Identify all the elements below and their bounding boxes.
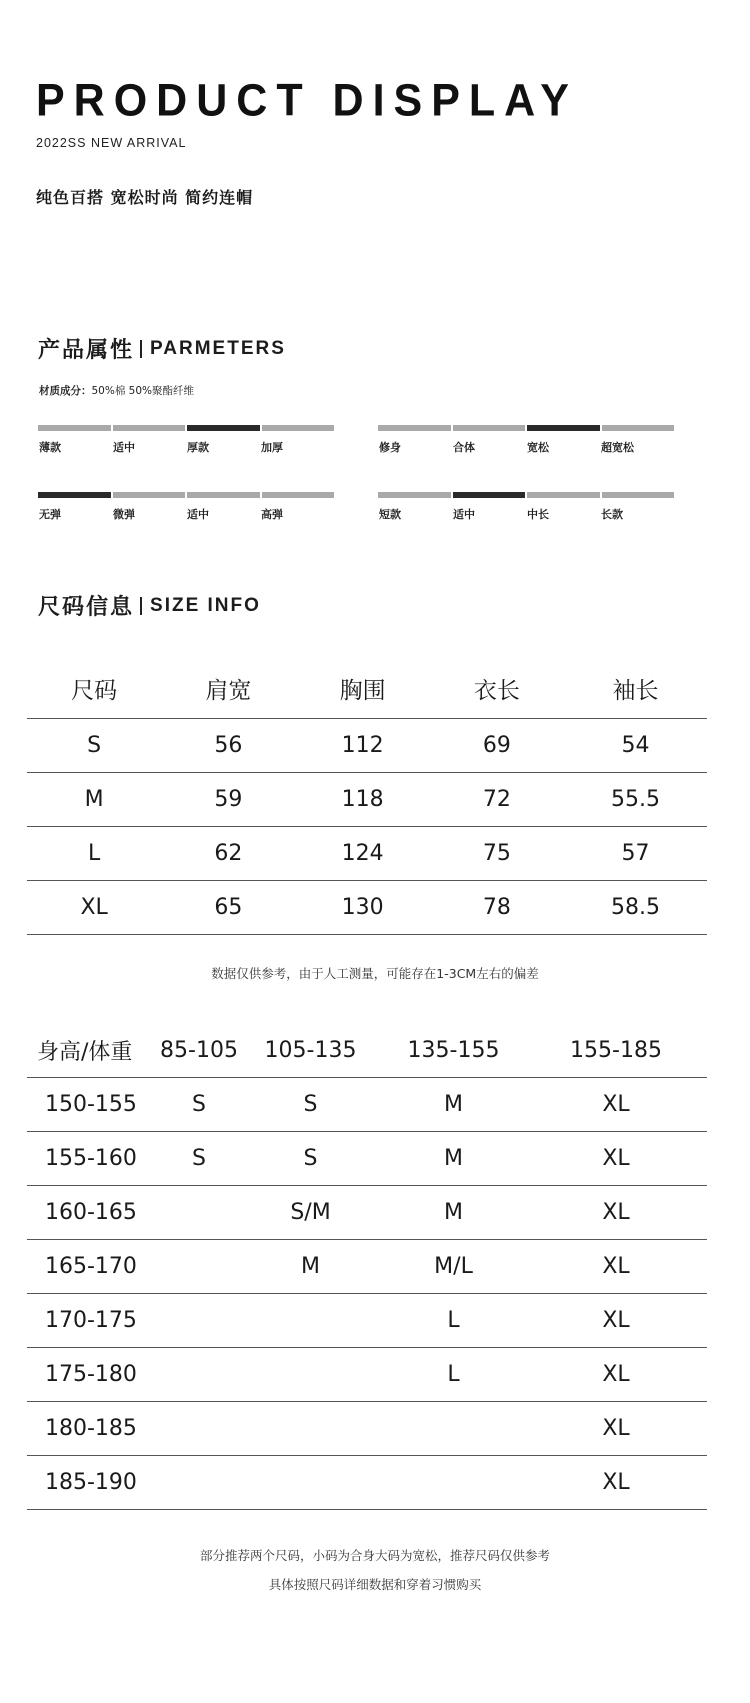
table-cell: L [27,826,161,880]
recommendation-note: 部分推荐两个尺码，小码为合身大码为宽松，推荐尺码仅供参考 [199,1548,550,1563]
scale-label: 合体 [453,441,475,454]
table-cell: XL [525,1401,707,1455]
scale-segment [602,492,675,498]
table-cell: L [382,1347,525,1401]
table-cell: 112 [296,718,430,772]
scale-segment [453,492,526,498]
table-header-row [27,1025,707,1077]
scale-label: 加厚 [261,441,283,454]
table-cell: 55.5 [564,772,707,826]
scale-label: 修身 [379,441,401,454]
scale-label: 微弹 [113,508,135,521]
table-cell: 130 [296,880,430,934]
thickness-scale [38,425,334,455]
table-cell [159,1185,239,1239]
params-title-cn: 产品属性 [38,338,135,363]
table-cell: 175-180 [27,1347,159,1401]
scale-labels [378,506,674,522]
column-header: 身高/体重 [27,1025,159,1077]
table-row [27,772,707,826]
scale-segment [453,425,526,431]
column-header: 155-185 [525,1025,707,1077]
scale-labels [38,506,334,522]
column-header: 胸围 [296,660,430,718]
table-cell: 180-185 [27,1401,159,1455]
column-header: 袖长 [564,660,707,718]
scale-bars [38,425,334,431]
table-cell: XL [525,1293,707,1347]
column-header: 肩宽 [161,660,295,718]
table-cell: 165-170 [27,1239,159,1293]
scale-label: 超宽松 [601,441,634,454]
table-cell [239,1455,382,1509]
scale-segment [113,425,186,431]
table-cell: 124 [296,826,430,880]
table-cell [239,1401,382,1455]
scale-segment [262,425,335,431]
table-row [27,1347,707,1401]
fit-scale [378,425,674,455]
purchase-note: 具体按照尺码详细数据和穿着习惯购买 [268,1577,482,1592]
material-value: 50%棉 50%聚酯纤维 [91,385,195,397]
table-cell [159,1455,239,1509]
params-section-heading [38,333,286,364]
scale-label: 薄款 [39,441,61,454]
table-cell: S [159,1131,239,1185]
table-cell: S/M [239,1185,382,1239]
table-cell: 65 [161,880,295,934]
table-cell: M [382,1185,525,1239]
heading-divider [140,597,142,615]
table-header-row [27,660,707,718]
size-chart-table [27,660,707,935]
table-cell: XL [525,1131,707,1185]
scale-segment [113,492,186,498]
table-row [27,1293,707,1347]
size-section-heading [38,590,261,621]
scale-label: 长款 [601,508,623,521]
material-composition [39,383,194,398]
table-cell: 58.5 [564,880,707,934]
scale-segment [378,425,451,431]
table-cell: 69 [430,718,564,772]
table-cell: 118 [296,772,430,826]
elasticity-scale [38,492,334,522]
column-header: 105-135 [239,1025,382,1077]
scale-segment [602,425,675,431]
table-cell: XL [525,1455,707,1509]
table-cell: S [239,1131,382,1185]
heading-divider [140,340,142,358]
scale-segment [527,492,600,498]
scale-segment [38,492,111,498]
table-cell [159,1347,239,1401]
table-cell: XL [525,1347,707,1401]
table-cell [239,1293,382,1347]
table-cell: 75 [430,826,564,880]
table-cell: M [382,1131,525,1185]
scale-bars [378,492,674,498]
table-cell [159,1293,239,1347]
scale-label: 厚款 [187,441,209,454]
page-title: PRODUCT DISPLAY [36,75,578,127]
table-cell: XL [27,880,161,934]
table-row [27,718,707,772]
table-row [27,1185,707,1239]
material-label: 材质成分： [39,385,92,397]
table-cell: M [239,1239,382,1293]
table-row [27,1239,707,1293]
scale-label: 适中 [187,508,209,521]
table-cell: 78 [430,880,564,934]
table-cell: XL [525,1077,707,1131]
scale-label: 无弹 [39,508,61,521]
measurement-note: 数据仅供参考，由于人工测量，可能存在1-3CM左右的偏差 [211,966,539,981]
table-row [27,1077,707,1131]
table-row [27,880,707,934]
scale-segment [187,425,260,431]
column-header: 尺码 [27,660,161,718]
scale-bars [378,425,674,431]
table-cell: 155-160 [27,1131,159,1185]
table-cell: 72 [430,772,564,826]
table-cell [382,1401,525,1455]
size-recommendation-table [27,1025,707,1510]
table-row [27,826,707,880]
length-scale [378,492,674,522]
table-cell: 59 [161,772,295,826]
table-cell: 150-155 [27,1077,159,1131]
scale-label: 短款 [379,508,401,521]
size-title-en: SIZE INFO [150,594,261,616]
table-cell [239,1347,382,1401]
table-cell: S [239,1077,382,1131]
table-row [27,1131,707,1185]
table-cell: 62 [161,826,295,880]
scale-label: 中长 [527,508,549,521]
scale-segment [262,492,335,498]
table-cell: XL [525,1239,707,1293]
table-cell [159,1239,239,1293]
table-cell: XL [525,1185,707,1239]
table-cell: 54 [564,718,707,772]
table-cell: S [159,1077,239,1131]
column-header: 85-105 [159,1025,239,1077]
table-cell: 160-165 [27,1185,159,1239]
scale-bars [38,492,334,498]
size-title-cn: 尺码信息 [38,595,135,620]
table-cell: 170-175 [27,1293,159,1347]
table-cell [159,1401,239,1455]
scale-segment [38,425,111,431]
table-cell: L [382,1293,525,1347]
table-row [27,1401,707,1455]
scale-labels [38,439,334,455]
table-cell: 56 [161,718,295,772]
scale-label: 适中 [453,508,475,521]
params-title-en: PARMETERS [150,337,286,359]
table-cell: M [382,1077,525,1131]
table-cell: M/L [382,1239,525,1293]
scale-label: 高弹 [261,508,283,521]
scale-segment [378,492,451,498]
table-cell: M [27,772,161,826]
scale-segment [187,492,260,498]
table-cell: S [27,718,161,772]
scale-labels [378,439,674,455]
table-cell [382,1455,525,1509]
column-header: 衣长 [430,660,564,718]
scale-label: 宽松 [527,441,549,454]
table-row [27,1455,707,1509]
product-tagline: 纯色百搭 宽松时尚 简约连帽 [36,188,254,207]
scale-segment [527,425,600,431]
table-cell: 185-190 [27,1455,159,1509]
page-subtitle: 2022SS NEW ARRIVAL [36,136,187,150]
scale-label: 适中 [113,441,135,454]
column-header: 135-155 [382,1025,525,1077]
table-cell: 57 [564,826,707,880]
